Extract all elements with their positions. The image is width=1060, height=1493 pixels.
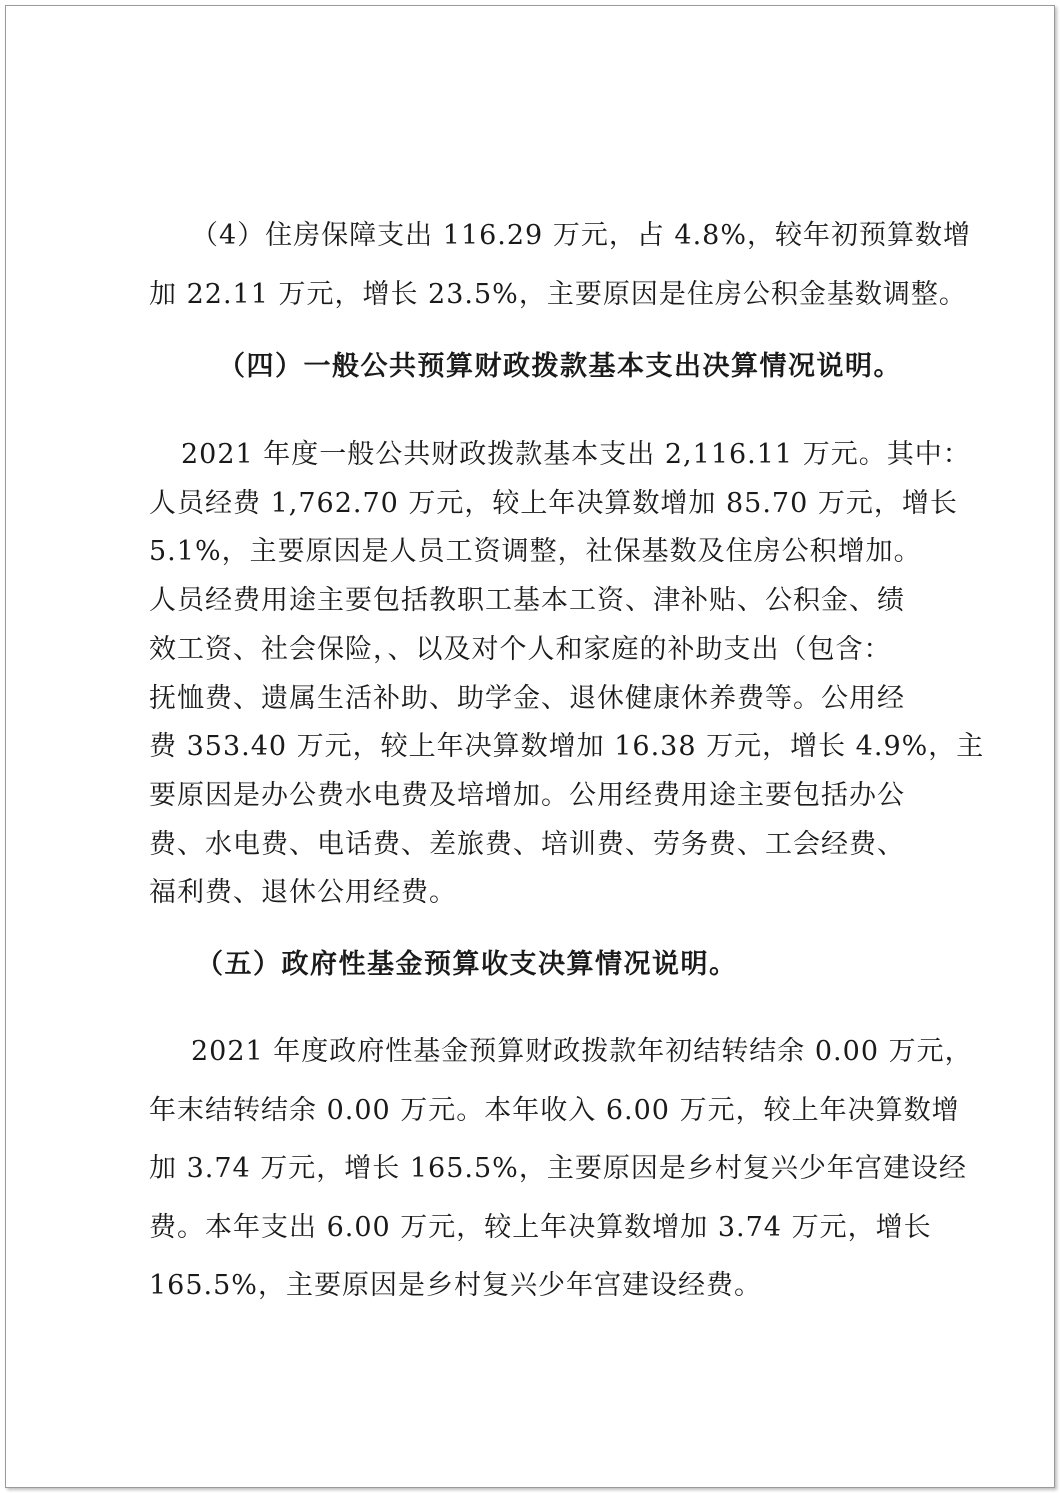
paragraph-line: 抚恤费、遗属生活补助、助学金、退休健康休养费等。公用经 [149,682,905,714]
basic-expenditure-paragraph [149,431,985,918]
document-page [5,5,1055,1488]
paragraph-line: 效工资、社会保险，、以及对个人和家庭的补助支出（包含： [149,633,892,665]
paragraph-line: 费 353.40 万元，较上年决算数增加 16.38 万元，增长 4.9%，主 [149,731,985,763]
paragraph-line: 加 22.11 万元，增长 23.5%，主要原因是住房公积金基数调整。 [149,279,967,310]
paragraph-line: 人员经费用途主要包括教职工基本工资、津补贴、公积金、绩 [149,585,905,617]
paragraph-line: 福利费、退休公用经费。 [149,877,457,909]
paragraph-line: 年末结转结余 0.00 万元。本年收入 6.00 万元，较上年决算数增 [149,1094,960,1126]
paragraph-line: 人员经费 1,762.70 万元，较上年决算数增加 85.70 万元，增长 [149,487,958,519]
paragraph-line: 加 3.74 万元，增长 165.5%，主要原因是乡村复兴少年宫建设经 [149,1153,967,1184]
paragraph-line: 2021 年度政府性基金预算财政拨款年初结转结余 0.00 万元， [191,1036,973,1067]
paragraph-line: 费。本年支出 6.00 万元，较上年决算数增加 3.74 万元，增长 [149,1211,932,1243]
government-fund-paragraph [149,1023,973,1316]
paragraph-line: 2021 年度一般公共财政拨款基本支出 2,116.11 万元。其中： [181,439,971,470]
housing-expenditure-paragraph [149,206,971,324]
paragraph-line: 5.1%，主要原因是人员工资调整，社保基数及住房公积增加。 [149,536,922,568]
paragraph-line: （4）住房保障支出 116.29 万元，占 4.8%，较年初预算数增 [191,220,971,251]
paragraph-line: 要原因是办公费水电费及培增加。公用经费用途主要包括办公 [149,779,905,811]
section-heading-4: （四）一般公共预算财政拨款基本支出决算情况说明。 [218,351,902,382]
paragraph-line: 165.5%，主要原因是乡村复兴少年宫建设经费。 [149,1270,762,1301]
section-heading-5: （五）政府性基金预算收支决算情况说明。 [196,949,738,980]
paragraph-line: 费、水电费、电话费、差旅费、培训费、劳务费、工会经费、 [149,828,905,860]
